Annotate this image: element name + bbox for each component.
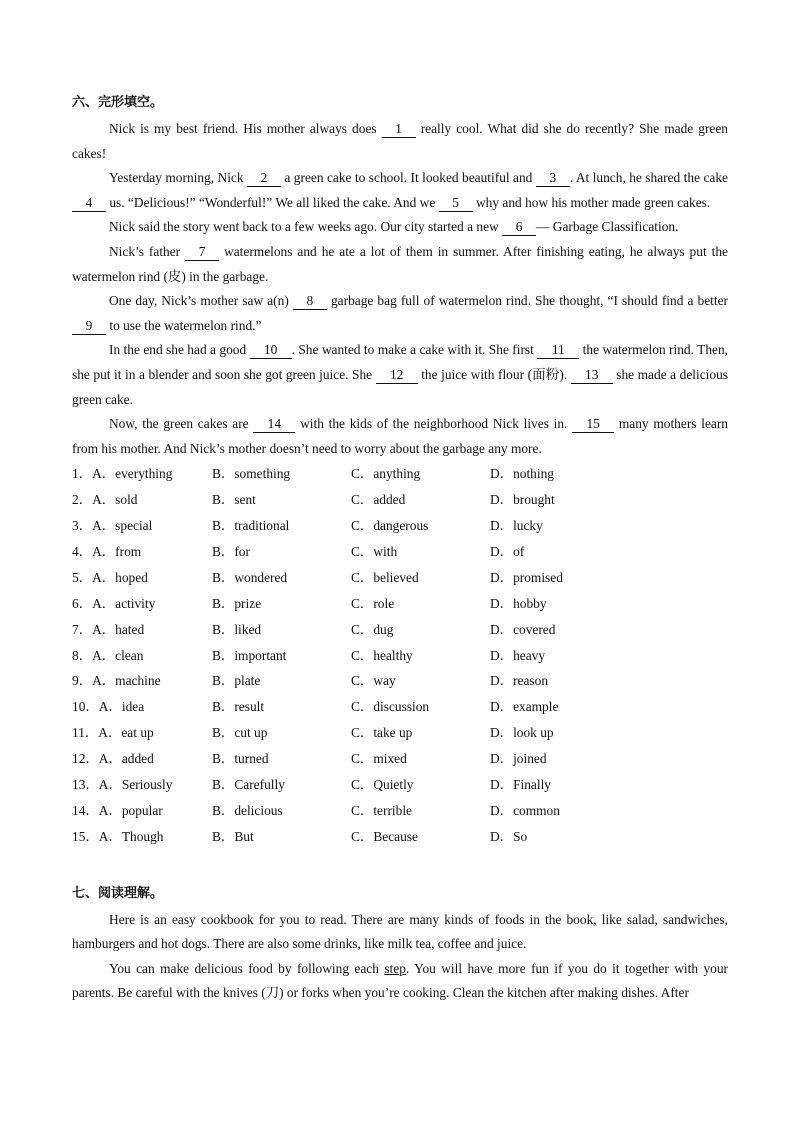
option-b [212,772,351,798]
text-run: . She wanted to make a cake with it. She first [291,342,538,358]
option-label: B． [212,595,235,611]
question-row [72,720,728,746]
option-label: C． [351,777,374,792]
option-text: Because [373,828,418,844]
option-text: joined [513,751,547,767]
option-text: mixed [373,751,407,767]
option-text: Carefully [234,777,285,792]
option-a [72,591,212,617]
blank-7: 7 [185,244,219,261]
question-row [72,565,728,591]
option-c [351,617,490,643]
option-text: important [234,647,287,663]
option-text: something [234,466,291,482]
option-a [72,539,212,565]
text-run: Yesterday morning, Nick [109,170,247,186]
option-d [490,617,630,643]
option-b [212,694,351,720]
option-b [212,617,351,643]
option-text: added [373,492,406,508]
option-text: heavy [513,647,546,663]
option-label: 14．A． [72,802,122,818]
text-run: watermelons and he ate a lot of them in summer. After finishing eating, he always put the watermelon rind (皮) in the garbage. [72,243,728,284]
option-b [212,668,351,694]
option-label: D． [490,751,514,767]
option-label: 11．A． [72,725,122,741]
option-label: C． [351,673,374,689]
option-label: B． [212,751,235,767]
option-text: common [513,802,560,818]
option-label: D． [490,828,514,844]
option-text: eat up [121,725,154,741]
option-a [72,487,212,513]
option-label: D． [490,725,514,741]
option-text: Finally [513,777,552,792]
option-b [212,824,351,850]
paragraph [72,908,728,957]
option-label: C． [351,595,374,611]
blank-8: 8 [293,293,327,310]
option-a [72,513,212,539]
option-c [351,720,490,746]
option-text: dangerous [373,518,429,534]
text-run: Nick is my best friend. His mother always does [109,121,382,136]
option-text: hobby [513,595,547,611]
option-label: B． [212,518,235,534]
option-label: 3．A． [72,518,116,534]
reading-section [72,883,728,1006]
text-run: Now, the green cakes are [109,416,254,432]
option-d [490,798,630,824]
option-text: terrible [373,802,412,818]
option-label: 12．A． [72,751,122,767]
option-label: 1．A． [72,466,116,482]
option-text: machine [115,673,161,689]
text-run: why and how his mother made green cakes. [472,194,711,210]
option-label: C． [351,466,374,482]
option-label: 4．A． [72,543,116,559]
paragraph [72,957,728,1006]
text-run: many mothers learn from his mother. And Nick’s mother doesn’t need to worry about the garbage any more. [72,416,728,456]
option-text: Quietly [373,777,414,792]
option-text: nothing [513,466,554,482]
option-text: example [513,699,559,715]
option-label: C． [351,751,374,767]
option-c [351,746,490,772]
option-text: But [234,828,254,844]
option-label: B． [212,777,235,792]
option-a [72,668,212,694]
blank-10: 10 [250,342,292,359]
question-row [72,694,728,720]
option-label: D． [490,699,514,715]
option-text: healthy [373,647,413,663]
option-text: of [513,543,525,559]
option-label: B． [212,621,235,637]
option-b [212,461,351,487]
option-text: sold [115,492,138,508]
option-text: delicious [234,802,283,818]
option-c [351,539,490,565]
blank-14: 14 [253,416,295,433]
question-row [72,539,728,565]
option-text: hoped [115,569,148,585]
option-text: with [373,543,398,559]
option-label: C． [351,828,374,844]
question-row [72,591,728,617]
text-run: . You will have more fun if you do it together with your parents. Be careful with the knives (刀) or forks when you’re cooking. Clean the kitchen after making dishes. After [72,960,728,1001]
option-c [351,487,490,513]
option-text: special [115,518,153,534]
text-run: us. “Delicious!” “Wonderful!” We all liked the cake. And we [106,194,439,210]
option-c [351,643,490,669]
option-c [351,565,490,591]
blank-13: 13 [571,367,613,384]
option-label: 8．A． [72,647,116,663]
option-label: B． [212,699,235,715]
option-c [351,513,490,539]
option-label: C． [351,621,374,637]
option-a [72,694,212,720]
option-d [490,591,630,617]
option-label: D． [490,647,514,663]
option-d [490,565,630,591]
option-d [490,539,630,565]
option-text: role [373,595,395,611]
option-text: traditional [234,518,290,534]
option-label: 10．A． [72,699,122,715]
option-a [72,772,212,798]
option-text: promised [513,569,563,585]
paragraph [72,240,728,289]
underlined-word: step [384,960,406,976]
option-label: B． [212,543,235,559]
text-run: . At lunch, he shared the cake [569,170,728,186]
option-text: everything [115,466,173,482]
option-a [72,565,212,591]
option-text: clean [115,647,144,663]
cloze-passage [72,117,728,461]
option-c [351,824,490,850]
option-text: way [373,673,396,689]
text-run: One day, Nick’s mother saw a(n) [109,293,293,309]
text-run: to use the watermelon rind.” [106,317,262,333]
paragraph [72,117,728,166]
option-label: C． [351,518,374,534]
option-label: C． [351,647,374,663]
text-run: You can make delicious food by following each [109,960,385,976]
blank-3: 3 [536,170,570,187]
option-text: reason [513,673,549,689]
option-b [212,487,351,513]
option-label: B． [212,647,235,663]
text-run: a green cake to school. It looked beautiful and [281,170,536,186]
option-b [212,798,351,824]
option-b [212,565,351,591]
option-text: result [234,699,265,715]
option-label: D． [490,569,514,585]
option-d [490,824,630,850]
option-label: C． [351,492,374,508]
option-label: D． [490,595,514,611]
section-6-title: 六、完形填空。 [72,95,164,110]
option-label: D． [490,673,514,689]
option-label: 2．A． [72,492,116,508]
option-text: believed [373,569,419,585]
text-run: Nick’s father [109,243,186,259]
option-b [212,746,351,772]
option-text: take up [373,725,413,741]
option-text: lucky [513,518,543,534]
paragraph [72,289,728,338]
option-d [490,461,630,487]
option-label: B． [212,725,235,741]
option-label: D． [490,543,514,559]
option-c [351,694,490,720]
text-run: with the kids of the neighborhood Nick lives in. [295,416,573,432]
option-text: Seriously [121,777,173,792]
option-label: C． [351,543,374,559]
blank-2: 2 [247,170,281,187]
option-d [490,643,630,669]
paragraph [72,166,728,215]
option-label: 15．A． [72,828,122,844]
option-c [351,591,490,617]
option-label: D． [490,518,514,534]
question-row [72,487,728,513]
option-text: activity [115,595,156,611]
text-run: the juice with flour (面粉). [417,366,571,382]
option-text: for [234,543,250,559]
option-text: popular [121,802,163,818]
option-label: B． [212,492,235,508]
option-a [72,824,212,850]
paragraph [72,338,728,412]
option-d [490,720,630,746]
option-label: 9．A． [72,673,116,689]
option-text: from [115,543,142,559]
question-row [72,513,728,539]
paragraph [72,412,728,461]
blank-5: 5 [439,195,473,212]
option-a [72,746,212,772]
option-label: 6．A． [72,595,116,611]
option-d [490,513,630,539]
option-label: D． [490,621,514,637]
option-label: C． [351,699,374,715]
blank-1: 1 [382,121,416,138]
blank-12: 12 [376,367,418,384]
option-label: 5．A． [72,569,116,585]
option-text: discussion [373,699,430,715]
option-b [212,513,351,539]
option-label: D． [490,492,514,508]
option-label: 13．A． [72,777,122,792]
text-run: Nick said the story went back to a few weeks ago. Our city started a new [109,219,503,235]
blank-15: 15 [572,416,614,433]
paragraph [72,215,728,240]
option-b [212,720,351,746]
blank-6: 6 [502,219,536,236]
option-text: sent [234,492,256,508]
option-label: B． [212,802,235,818]
option-c [351,772,490,798]
option-text: added [121,751,154,767]
option-label: B． [212,828,235,844]
option-label: 7．A． [72,621,116,637]
text-run: Here is an easy cookbook for you to read. There are many kinds of foods in the book, like salad, sandwiches, hamburgers and hot dogs. There are also some drinks, like milk tea, coffee and juice. [72,911,728,952]
option-label: C． [351,802,374,818]
option-c [351,798,490,824]
question-row [72,746,728,772]
option-text: hated [115,621,145,637]
option-c [351,461,490,487]
text-run: the watermelon rind. Then, she put it in a blender and soon she got green juice. She [72,342,728,382]
option-a [72,461,212,487]
option-text: look up [513,725,554,741]
option-text: anything [373,466,421,482]
option-a [72,617,212,643]
option-text: dug [373,621,394,637]
question-row [72,798,728,824]
option-text: plate [234,673,261,689]
blank-4: 4 [72,195,106,212]
option-d [490,772,630,798]
option-label: D． [490,466,514,482]
text-run: she made a delicious green cake. [72,366,728,407]
question-row [72,617,728,643]
option-a [72,798,212,824]
option-b [212,591,351,617]
option-label: B． [212,673,235,689]
text-run: — Garbage Classification. [536,219,679,235]
option-d [490,668,630,694]
option-text: covered [513,621,556,637]
option-text: cut up [234,725,268,741]
text-run: garbage bag full of watermelon rind. She thought, “I should find a better [326,293,728,309]
option-text: wondered [234,569,288,585]
option-c [351,668,490,694]
blank-11: 11 [537,342,579,359]
question-row [72,668,728,694]
option-label: B． [212,466,235,482]
option-text: liked [234,621,262,637]
document-page [72,92,728,1006]
blank-9: 9 [72,318,106,335]
question-row [72,824,728,850]
cloze-options-list [72,461,728,849]
question-row [72,772,728,798]
text-run: really cool. What did she do recently? She made green cakes! [72,121,728,161]
question-row [72,461,728,487]
option-d [490,694,630,720]
text-run: In the end she had a good [109,342,250,358]
option-text: prize [234,595,262,611]
question-row [72,643,728,669]
section-7-title: 七、阅读理解。 [72,885,164,901]
option-text: turned [234,751,269,767]
option-label: C． [351,569,374,585]
option-text: idea [121,699,145,715]
option-b [212,539,351,565]
option-b [212,643,351,669]
option-label: C． [351,725,374,741]
option-d [490,487,630,513]
option-label: D． [490,802,514,818]
option-text: Though [121,828,164,844]
option-text: So [513,828,528,844]
option-label: D． [490,777,514,792]
option-label: B． [212,569,235,585]
option-a [72,720,212,746]
option-a [72,643,212,669]
option-text: brought [513,492,555,508]
reading-passage [72,908,728,1006]
option-d [490,746,630,772]
